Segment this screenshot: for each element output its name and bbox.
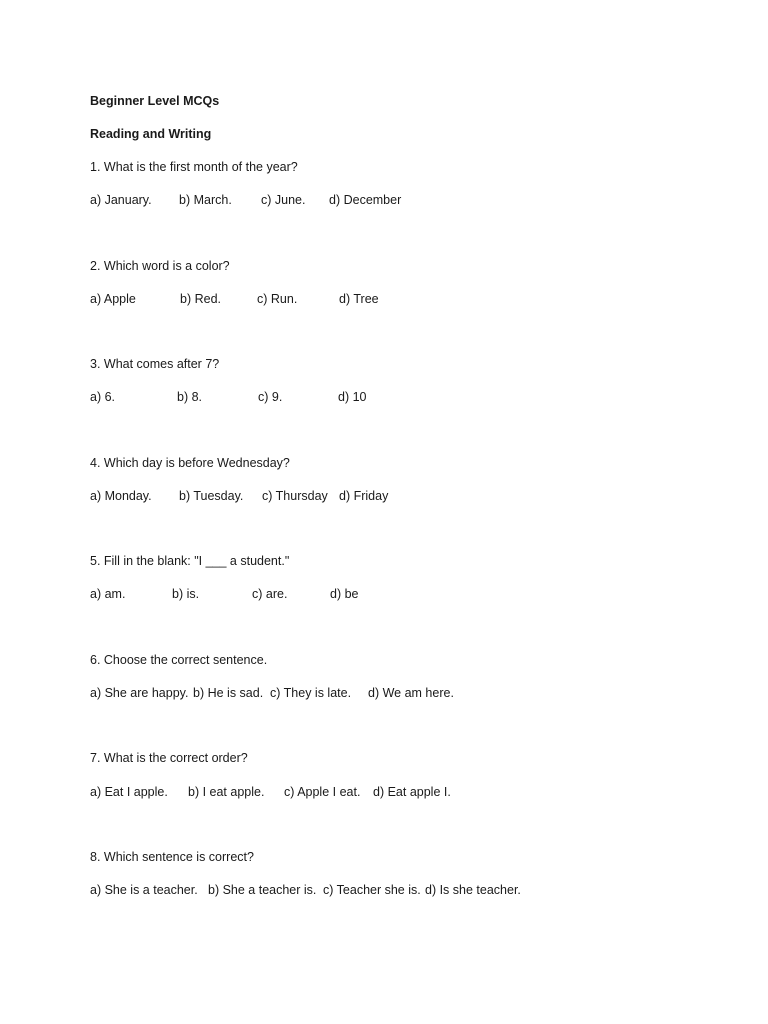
option-b: b) He is sad. <box>193 686 264 700</box>
question-text: 8. Which sentence is correct? <box>90 850 254 864</box>
option-b: b) is. <box>172 587 200 601</box>
option-d: d) Is she teacher. <box>425 883 521 897</box>
option-d: d) be <box>330 587 359 601</box>
option-b: b) March. <box>179 193 232 207</box>
option-d: d) Tree <box>339 292 379 306</box>
question-text: 3. What comes after 7? <box>90 357 220 371</box>
option-a: a) am. <box>90 587 126 601</box>
option-b: b) She a teacher is. <box>208 883 317 897</box>
option-a: a) She are happy. <box>90 686 189 700</box>
option-d: d) December <box>329 193 402 207</box>
option-d: d) We am here. <box>368 686 454 700</box>
option-c: c) Apple I eat. <box>284 785 361 799</box>
option-d: d) Friday <box>339 489 389 503</box>
option-c: c) are. <box>252 587 288 601</box>
option-c: c) Teacher she is. <box>323 883 421 897</box>
document-title: Beginner Level MCQs <box>90 94 220 108</box>
option-a: a) Eat I apple. <box>90 785 168 799</box>
section-heading: Reading and Writing <box>90 127 212 141</box>
option-a: a) Apple <box>90 292 136 306</box>
option-b: b) I eat apple. <box>188 785 265 799</box>
question-text: 4. Which day is before Wednesday? <box>90 456 290 470</box>
option-a: a) Monday. <box>90 489 152 503</box>
option-a: a) She is a teacher. <box>90 883 198 897</box>
option-c: c) They is late. <box>270 686 352 700</box>
option-b: b) Red. <box>180 292 221 306</box>
question-text: 1. What is the first month of the year? <box>90 160 298 174</box>
option-a: a) 6. <box>90 390 116 404</box>
option-c: c) Thursday <box>262 489 328 503</box>
option-a: a) January. <box>90 193 152 207</box>
option-d: d) Eat apple I. <box>373 785 451 799</box>
option-c: c) Run. <box>257 292 298 306</box>
option-c: c) June. <box>261 193 306 207</box>
question-text: 6. Choose the correct sentence. <box>90 653 268 667</box>
option-b: b) 8. <box>177 390 203 404</box>
question-text: 7. What is the correct order? <box>90 751 248 765</box>
option-b: b) Tuesday. <box>179 489 244 503</box>
option-c: c) 9. <box>258 390 283 404</box>
option-d: d) 10 <box>338 390 367 404</box>
question-text: 2. Which word is a color? <box>90 259 230 273</box>
question-text: 5. Fill in the blank: "I ___ a student." <box>90 554 290 568</box>
